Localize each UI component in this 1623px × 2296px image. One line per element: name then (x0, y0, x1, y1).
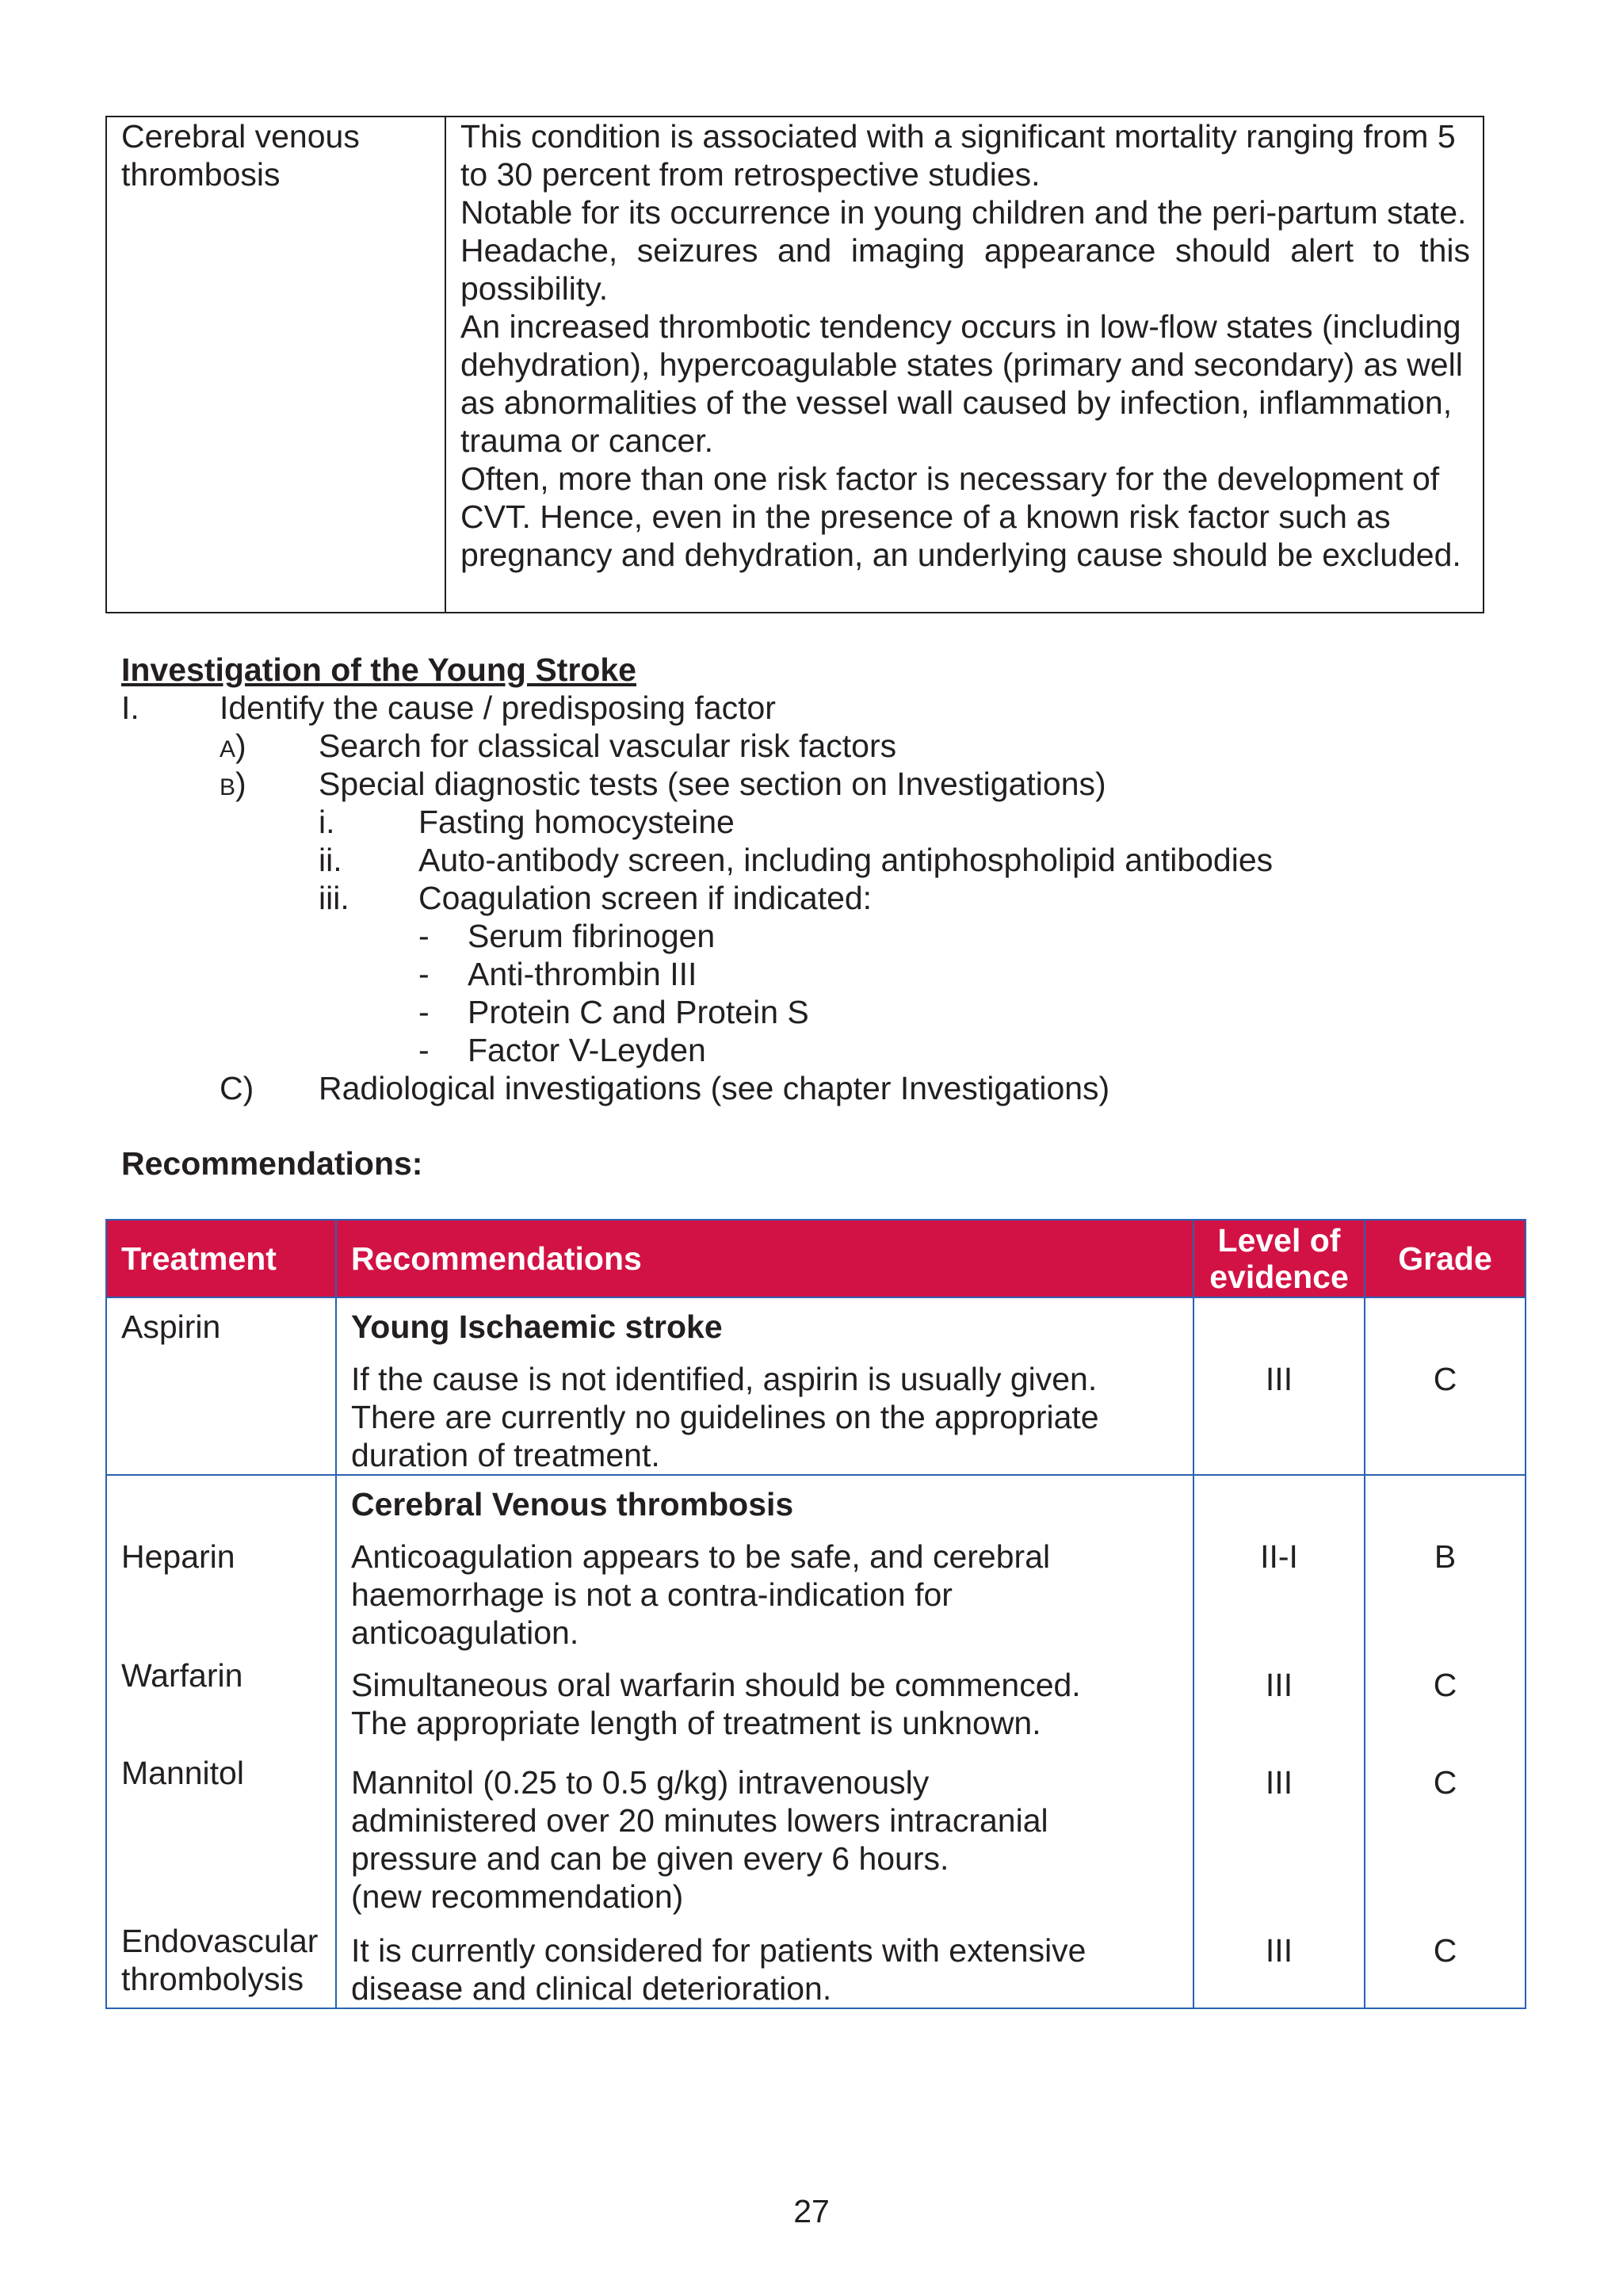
rec-line: Anticoagulation appears to be safe, and cerebral (351, 1538, 1051, 1575)
rec-line: duration of treatment. (351, 1437, 660, 1473)
list-item (121, 841, 1468, 879)
grade-value: C (1433, 1361, 1457, 1397)
list-marker: - (418, 994, 430, 1030)
list-marker: I. (121, 690, 139, 726)
level-cell (1193, 1475, 1365, 2008)
list-item (121, 879, 1468, 917)
list-text: Identify the cause / predisposing factor (220, 690, 776, 726)
list-text: Factor V-Leyden (468, 1032, 706, 1068)
list-item (121, 917, 1468, 955)
cvt-text-line: An increased thrombotic tendency occurs in low-flow states (including (460, 308, 1461, 345)
investigation-heading: Investigation of the Young Stroke (121, 651, 636, 688)
list-marker: - (418, 956, 430, 992)
cvt-text-line: Often, more than one risk factor is necessary for the development of (460, 460, 1440, 497)
cvt-label-cell (106, 117, 445, 613)
treatment-name: Warfarin (121, 1657, 243, 1694)
treatment-cell (106, 1475, 336, 2008)
list-text: Auto-antibody screen, including antiphospholipid antibodies (418, 842, 1274, 878)
grade-value: C (1433, 1764, 1457, 1801)
level-value: II-I (1260, 1538, 1298, 1575)
list-text: Search for classical vascular risk factors (319, 728, 897, 764)
cvt-text-line: pregnancy and dehydration, an underlying cause should be excluded. (460, 537, 1461, 573)
rec-line: disease and clinical deterioration. (351, 1970, 832, 2007)
recommendation-cell (336, 1297, 1193, 1475)
table-row (106, 1297, 1526, 1475)
recommendations-table (105, 1219, 1526, 2009)
list-item (121, 1069, 1468, 1107)
list-text: Anti-thrombin III (468, 956, 697, 992)
cvt-text-line: to 30 percent from retrospective studies. (460, 156, 1041, 193)
cvt-text-line: trauma or cancer. (460, 422, 714, 459)
treatment-cell (106, 1297, 336, 1475)
cvt-text-line: This condition is associated with a significant mortality ranging from 5 (460, 118, 1456, 155)
list-marker: - (418, 1032, 430, 1068)
cvt-text-line: Headache, seizures and imaging appearance should alert to this (460, 232, 1470, 269)
rec-line: If the cause is not identified, aspirin is usually given. (351, 1361, 1098, 1397)
level-value: III (1265, 1764, 1293, 1801)
cvt-label-line: thrombosis (121, 156, 281, 193)
group-title: Cerebral Venous thrombosis (351, 1486, 794, 1522)
header-grade: Grade (1365, 1220, 1526, 1297)
list-text: Special diagnostic tests (see section on Investigations) (319, 766, 1106, 802)
group-title: Young Ischaemic stroke (351, 1308, 723, 1345)
cvt-text-line: CVT. Hence, even in the presence of a known risk factor such as (460, 499, 1391, 535)
grade-cell (1365, 1475, 1526, 2008)
list-item (121, 727, 1468, 765)
treatment-name: Aspirin (121, 1308, 221, 1345)
list-text: Protein C and Protein S (468, 994, 809, 1030)
header-treatment: Treatment (106, 1220, 336, 1297)
list-marker: iii. (319, 880, 349, 916)
table-header-row (106, 1220, 1526, 1297)
treatment-name: thrombolysis (121, 1961, 304, 1997)
list-item (121, 765, 1468, 803)
list-text: Serum fibrinogen (468, 918, 716, 954)
treatment-name: Heparin (121, 1538, 235, 1575)
rec-line: anticoagulation. (351, 1614, 579, 1651)
list-item (121, 993, 1468, 1031)
rec-line: Simultaneous oral warfarin should be commenced. (351, 1667, 1081, 1703)
list-item (121, 1031, 1468, 1069)
recommendations-title: Recommendations: (121, 1145, 423, 1182)
table-row (106, 1475, 1526, 2008)
cvt-info-row (106, 117, 1484, 613)
treatment-name: Endovascular (121, 1923, 319, 1959)
rec-line: (new recommendation) (351, 1878, 684, 1915)
rec-line: There are currently no guidelines on the appropriate (351, 1399, 1099, 1435)
investigation-section (121, 651, 1468, 1107)
grade-cell (1365, 1297, 1526, 1475)
rec-line: administered over 20 minutes lowers intracranial (351, 1802, 1048, 1839)
cvt-text-line: Notable for its occurrence in young children and the peri-partum state. (460, 194, 1467, 231)
list-text: Radiological investigations (see chapter Investigations) (319, 1070, 1110, 1106)
rec-line: haemorrhage is not a contra-indication for (351, 1576, 953, 1613)
cvt-label-line: Cerebral venous (121, 118, 360, 155)
list-text: Coagulation screen if indicated: (418, 880, 873, 916)
level-value: III (1265, 1667, 1293, 1703)
level-cell (1193, 1297, 1365, 1475)
cvt-text-line: as abnormalities of the vessel wall caused by infection, inflammation, (460, 384, 1453, 421)
list-item (121, 689, 1468, 727)
grade-value: B (1434, 1538, 1457, 1575)
list-item (121, 955, 1468, 993)
list-marker: - (418, 918, 430, 954)
rec-line: Mannitol (0.25 to 0.5 g/kg) intravenously (351, 1764, 930, 1801)
list-marker: ii. (319, 842, 342, 878)
treatment-name: Mannitol (121, 1755, 244, 1791)
rec-line: It is currently considered for patients with extensive (351, 1932, 1086, 1969)
header-recommendations: Recommendations (336, 1220, 1193, 1297)
cvt-description-cell (445, 117, 1484, 613)
recommendation-cell (336, 1475, 1193, 2008)
cvt-text-line: dehydration), hypercoagulable states (primary and secondary) as well (460, 346, 1463, 383)
level-value: III (1265, 1932, 1293, 1969)
list-marker: B) (220, 766, 246, 802)
grade-value: C (1433, 1932, 1457, 1969)
list-marker: C) (220, 1070, 254, 1106)
list-marker: i. (319, 804, 335, 840)
cvt-info-table (105, 116, 1484, 613)
list-item (121, 803, 1468, 841)
cvt-text-line: possibility. (460, 270, 609, 307)
grade-value: C (1433, 1667, 1457, 1703)
level-value: III (1265, 1361, 1293, 1397)
list-text: Fasting homocysteine (418, 804, 735, 840)
page-number: 27 (793, 2193, 830, 2229)
rec-line: pressure and can be given every 6 hours. (351, 1840, 949, 1877)
list-marker: A) (220, 728, 246, 764)
rec-line: The appropriate length of treatment is unknown. (351, 1705, 1041, 1741)
header-level-of-evidence: Level of evidence (1193, 1220, 1365, 1297)
